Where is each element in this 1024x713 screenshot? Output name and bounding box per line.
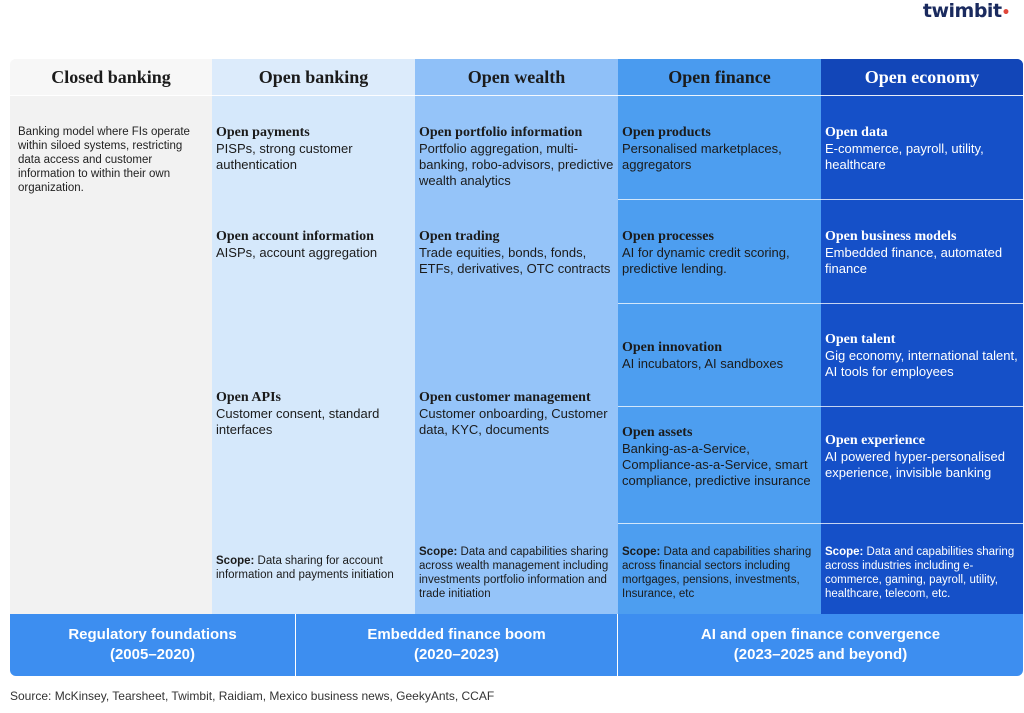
item-open-business-models <box>821 229 1023 277</box>
twimbit-logo: twimbit• <box>922 0 1010 22</box>
era-regulatory-foundations <box>10 614 295 676</box>
item-open-apis <box>212 390 415 438</box>
scope-text: Data and capabilities sharing across financial sectors including mortgages, pensions, investments, Insurance, etc <box>622 546 812 600</box>
item-open-products <box>618 125 821 173</box>
row-divider <box>618 523 821 524</box>
scope-text: Data and capabilities sharing across wealth management including investments portfolio information and trade initiation <box>419 546 609 600</box>
scope-open-finance <box>618 545 821 601</box>
column-open-banking <box>212 59 415 614</box>
scope-label: Scope: <box>216 555 255 567</box>
row-divider <box>821 523 1023 524</box>
item-title: Open customer management <box>419 390 591 405</box>
item-title: Open account information <box>216 229 374 244</box>
item-text: Portfolio aggregation, multi-banking, robo-advisors, predictive wealth analytics <box>419 141 614 188</box>
item-open-assets <box>618 425 821 489</box>
item-title: Open payments <box>216 125 310 140</box>
header-open-economy: Open economy <box>821 59 1023 96</box>
item-title: Open experience <box>825 433 925 448</box>
evolution-table <box>10 59 1023 614</box>
item-text: Banking-as-a-Service, Compliance-as-a-Service, smart compliance, predictive insurance <box>622 441 811 488</box>
header-closed-banking: Closed banking <box>10 59 212 96</box>
row-divider <box>618 406 821 407</box>
item-title: Open assets <box>622 425 693 440</box>
item-title: Open portfolio information <box>419 125 583 140</box>
row-divider <box>618 199 821 200</box>
header-open-banking: Open banking <box>212 59 415 96</box>
scope-open-wealth <box>415 545 618 601</box>
item-title: Open processes <box>622 229 714 244</box>
era-embedded-finance-boom <box>296 614 617 676</box>
item-open-processes <box>618 229 821 277</box>
item-title: Open business models <box>825 229 957 244</box>
era-ai-open-finance-convergence <box>618 614 1023 676</box>
item-text: AI for dynamic credit scoring, predictive lending. <box>622 245 790 276</box>
scope-text: Data and capabilities sharing across industries including e-commerce, gaming, payroll, utility, healthcare, telecom, etc. <box>825 546 1015 600</box>
scope-text: Data sharing for account information and payments initiation <box>216 555 394 581</box>
item-open-trading <box>415 229 618 277</box>
item-title: Open talent <box>825 332 896 347</box>
header-open-finance: Open finance <box>618 59 821 96</box>
item-open-customer-management <box>415 390 618 438</box>
header-open-wealth: Open wealth <box>415 59 618 96</box>
item-open-talent <box>821 332 1023 380</box>
item-text: Trade equities, bonds, fonds, ETFs, derivatives, OTC contracts <box>419 245 611 276</box>
source-note: Source: McKinsey, Tearsheet, Twimbit, Raidiam, Mexico business news, GeekyAnts, CCAF <box>10 689 495 703</box>
scope-label: Scope: <box>622 546 661 558</box>
item-title: Open products <box>622 125 711 140</box>
item-title: Open trading <box>419 229 500 244</box>
column-open-economy <box>821 59 1023 614</box>
era-period: (2020–2023) <box>413 646 500 663</box>
item-open-experience <box>821 433 1023 481</box>
era-label: AI and open finance convergence <box>700 626 941 643</box>
era-label: Regulatory foundations <box>68 626 237 643</box>
item-title: Open data <box>825 125 888 140</box>
item-open-portfolio-information <box>415 125 618 189</box>
item-open-payments <box>212 125 415 173</box>
column-open-wealth <box>415 59 618 614</box>
item-title: Open APIs <box>216 390 281 405</box>
item-text: AISPs, account aggregation <box>216 245 378 260</box>
row-divider <box>618 303 821 304</box>
item-text: AI powered hyper-personalised experience, invisible banking <box>825 449 1005 480</box>
item-text: Embedded finance, automated finance <box>825 245 1003 276</box>
row-divider <box>821 199 1023 200</box>
era-label: Embedded finance boom <box>367 626 546 643</box>
item-text: Customer consent, standard interfaces <box>216 406 380 437</box>
scope-open-economy <box>821 545 1023 601</box>
item-text: E-commerce, payroll, utility, healthcare <box>825 141 984 172</box>
item-open-data <box>821 125 1023 173</box>
item-text: Personalised marketplaces, aggregators <box>622 141 782 172</box>
era-period: (2023–2025 and beyond) <box>733 646 908 663</box>
item-text: AI incubators, AI sandboxes <box>622 356 784 371</box>
scope-open-banking <box>212 554 415 582</box>
closed-banking-description: Banking model where FIs operate within siloed systems, restricting data access and customer information to within their own organization. <box>18 126 190 194</box>
row-divider <box>821 303 1023 304</box>
column-open-finance <box>618 59 821 614</box>
row-divider <box>821 406 1023 407</box>
item-open-innovation <box>618 340 821 372</box>
scope-label: Scope: <box>825 546 864 558</box>
era-period: (2005–2020) <box>109 646 196 663</box>
item-text: Customer onboarding, Customer data, KYC, documents <box>419 406 608 437</box>
item-text: PISPs, strong customer authentication <box>216 141 353 172</box>
item-open-account-information <box>212 229 415 261</box>
scope-label: Scope: <box>419 546 458 558</box>
column-closed-banking <box>10 59 212 614</box>
item-text: Gig economy, international talent, AI tools for employees <box>825 348 1018 379</box>
item-title: Open innovation <box>622 340 722 355</box>
